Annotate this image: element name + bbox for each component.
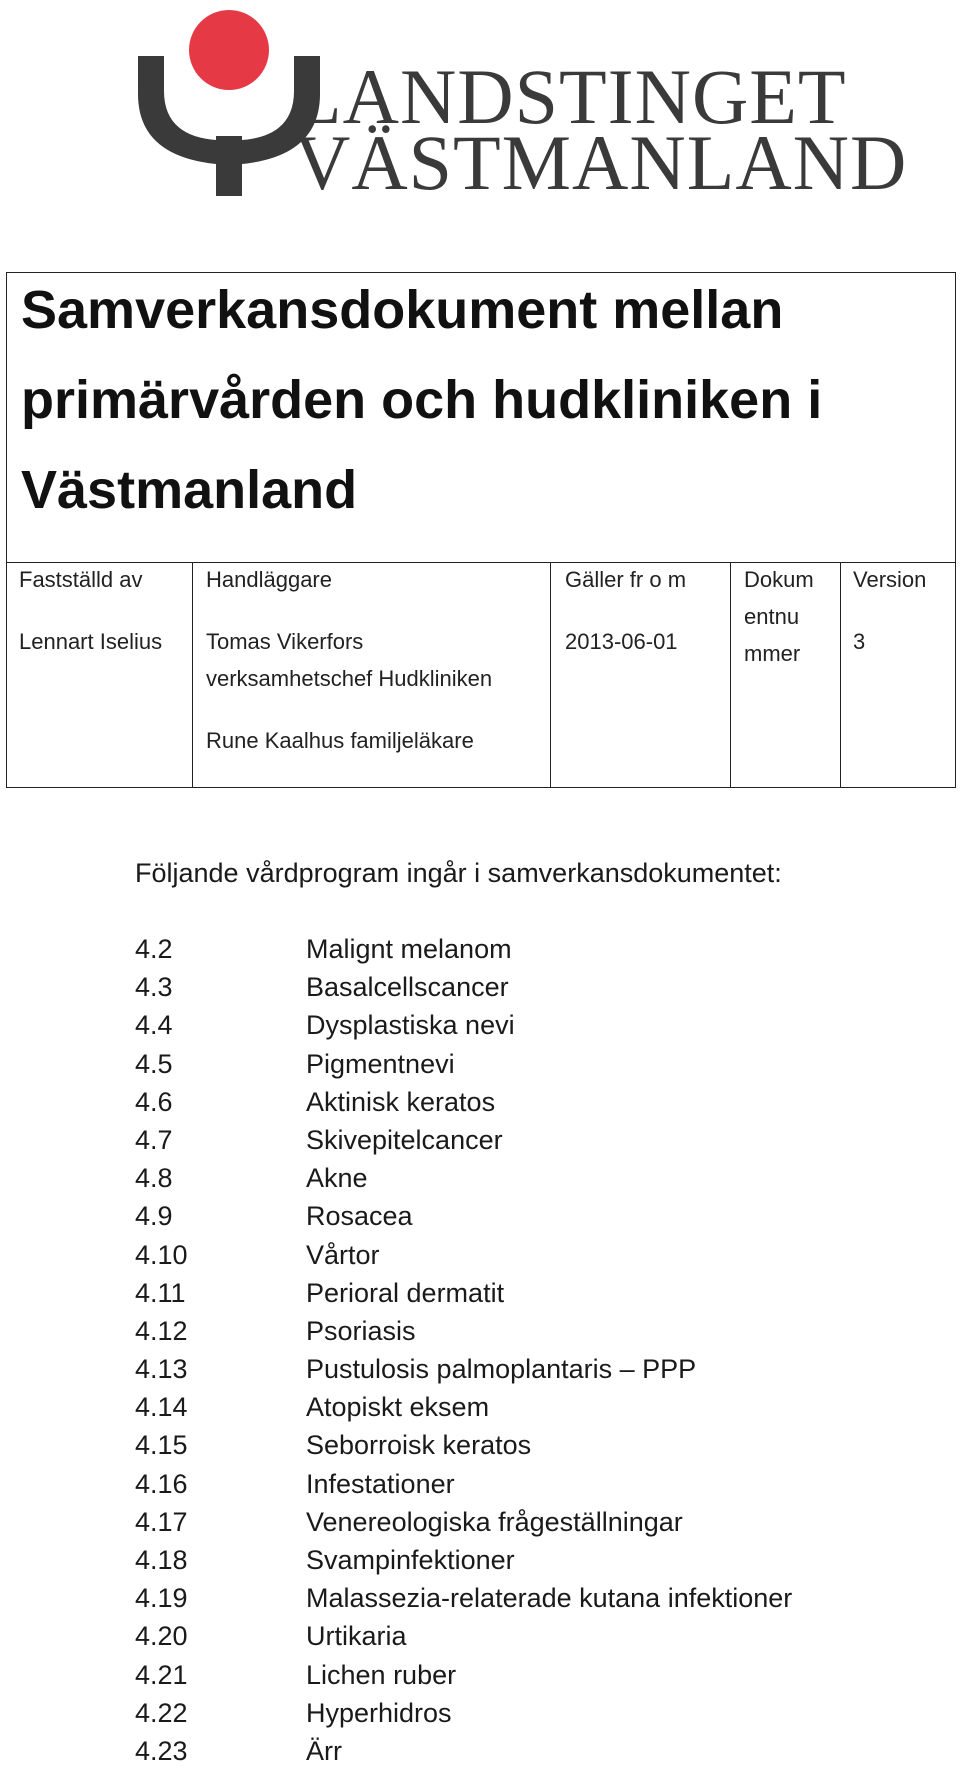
program-label: Aktinisk keratos xyxy=(306,1086,496,1117)
dok-line-3: mmer xyxy=(744,641,801,666)
program-number: 4.2 xyxy=(135,934,173,964)
meta-row xyxy=(7,563,955,787)
list-item xyxy=(135,1083,935,1121)
program-label: Dysplastiska nevi xyxy=(306,1010,515,1041)
version-cell xyxy=(840,563,955,787)
list-item xyxy=(135,1236,935,1274)
title-cell xyxy=(7,273,955,563)
fastst-label: Fastställd av xyxy=(19,567,143,592)
list-item xyxy=(135,1274,935,1312)
fastst-value: Lennart Iselius xyxy=(19,629,163,654)
title-line-2: primärvården och hudkliniken i xyxy=(21,370,823,430)
list-item xyxy=(135,1121,935,1159)
program-label: Venereologiska frågeställningar xyxy=(306,1506,683,1537)
program-label: Hyperhidros xyxy=(306,1697,452,1728)
program-number: 4.17 xyxy=(135,1506,188,1537)
dok-line-1: Dokum xyxy=(744,567,814,592)
program-list xyxy=(135,930,935,1770)
list-item xyxy=(135,1426,935,1464)
handl-label: Handläggare xyxy=(206,567,332,592)
program-number: 4.9 xyxy=(135,1201,173,1232)
list-item xyxy=(135,1350,935,1388)
program-number: 4.6 xyxy=(135,1086,173,1117)
logo-line1: LANDSTINGET xyxy=(294,53,847,140)
list-item xyxy=(135,1465,935,1503)
document-header-table xyxy=(6,272,956,788)
handl-value-1: Tomas Vikerfors xyxy=(206,629,364,654)
program-label: Svampinfektioner xyxy=(306,1545,515,1575)
program-number: 4.7 xyxy=(135,1124,173,1155)
program-label: Seborroisk keratos xyxy=(306,1430,532,1461)
list-item xyxy=(135,1617,935,1655)
list-item xyxy=(135,1656,935,1694)
program-number: 4.11 xyxy=(135,1277,186,1308)
version-label: Version xyxy=(853,567,927,592)
program-label: Rosacea xyxy=(306,1201,413,1232)
program-number: 4.22 xyxy=(135,1697,188,1728)
list-item xyxy=(135,1541,935,1579)
logo-line2: VÄSTMANLAND xyxy=(294,119,908,206)
galler-value: 2013-06-01 xyxy=(565,629,678,654)
galler-cell xyxy=(550,563,730,787)
program-label: Atopiskt eksem xyxy=(306,1392,490,1423)
handl-cell xyxy=(192,563,550,787)
list-item xyxy=(135,930,935,968)
program-label: Perioral dermatit xyxy=(306,1277,505,1308)
version-value: 3 xyxy=(853,629,866,654)
program-label: Akne xyxy=(306,1163,368,1194)
list-item xyxy=(135,1694,935,1732)
list-item xyxy=(135,1312,935,1350)
galler-label: Gäller fr o m xyxy=(565,567,687,592)
landstinget-logo xyxy=(134,6,908,206)
program-number: 4.13 xyxy=(135,1354,188,1385)
handl-value-2: verksamhetschef Hudkliniken xyxy=(206,666,493,691)
program-label: Malignt melanom xyxy=(306,934,512,964)
list-item xyxy=(135,1045,935,1083)
program-number: 4.20 xyxy=(135,1621,188,1652)
handl-value-3: Rune Kaalhus familjeläkare xyxy=(206,728,474,753)
program-label: Basalcellscancer xyxy=(306,972,509,1003)
program-label: Malassezia-relaterade kutana infektioner xyxy=(306,1583,793,1614)
program-label: Vårtor xyxy=(306,1239,380,1270)
program-number: 4.21 xyxy=(135,1659,188,1690)
list-item xyxy=(135,1197,935,1235)
program-number: 4.12 xyxy=(135,1315,188,1346)
title-line-1: Samverkansdokument mellan xyxy=(21,280,784,340)
program-number: 4.15 xyxy=(135,1430,188,1461)
list-item xyxy=(135,1579,935,1617)
program-number: 4.23 xyxy=(135,1735,188,1766)
program-label: Pigmentnevi xyxy=(306,1048,455,1079)
program-number: 4.4 xyxy=(135,1010,173,1041)
program-number: 4.19 xyxy=(135,1583,188,1614)
list-item xyxy=(135,1006,935,1044)
fastst-cell xyxy=(7,563,192,787)
title-line-3: Västmanland xyxy=(21,460,358,520)
program-number: 4.10 xyxy=(135,1239,188,1270)
list-item xyxy=(135,968,935,1006)
program-number: 4.16 xyxy=(135,1468,188,1499)
dok-cell xyxy=(730,563,840,787)
program-label: Skivepitelcancer xyxy=(306,1124,503,1155)
dok-line-2: entnu xyxy=(744,604,800,629)
program-intro: Följande vårdprogram ingår i samverkansdokumentet: xyxy=(135,858,782,888)
program-number: 4.14 xyxy=(135,1392,188,1423)
program-number: 4.8 xyxy=(135,1163,173,1194)
list-item xyxy=(135,1503,935,1541)
program-number: 4.3 xyxy=(135,972,173,1003)
program-label: Pustulosis palmoplantaris – PPP xyxy=(306,1354,697,1385)
program-number: 4.5 xyxy=(135,1048,173,1079)
program-label: Psoriasis xyxy=(306,1315,416,1346)
program-label: Urtikaria xyxy=(306,1621,407,1652)
program-label: Ärr xyxy=(306,1735,342,1766)
list-item xyxy=(135,1388,935,1426)
program-number: 4.18 xyxy=(135,1545,188,1575)
program-label: Lichen ruber xyxy=(306,1659,457,1690)
list-item xyxy=(135,1732,935,1770)
program-label: Infestationer xyxy=(306,1468,455,1499)
list-item xyxy=(135,1159,935,1197)
